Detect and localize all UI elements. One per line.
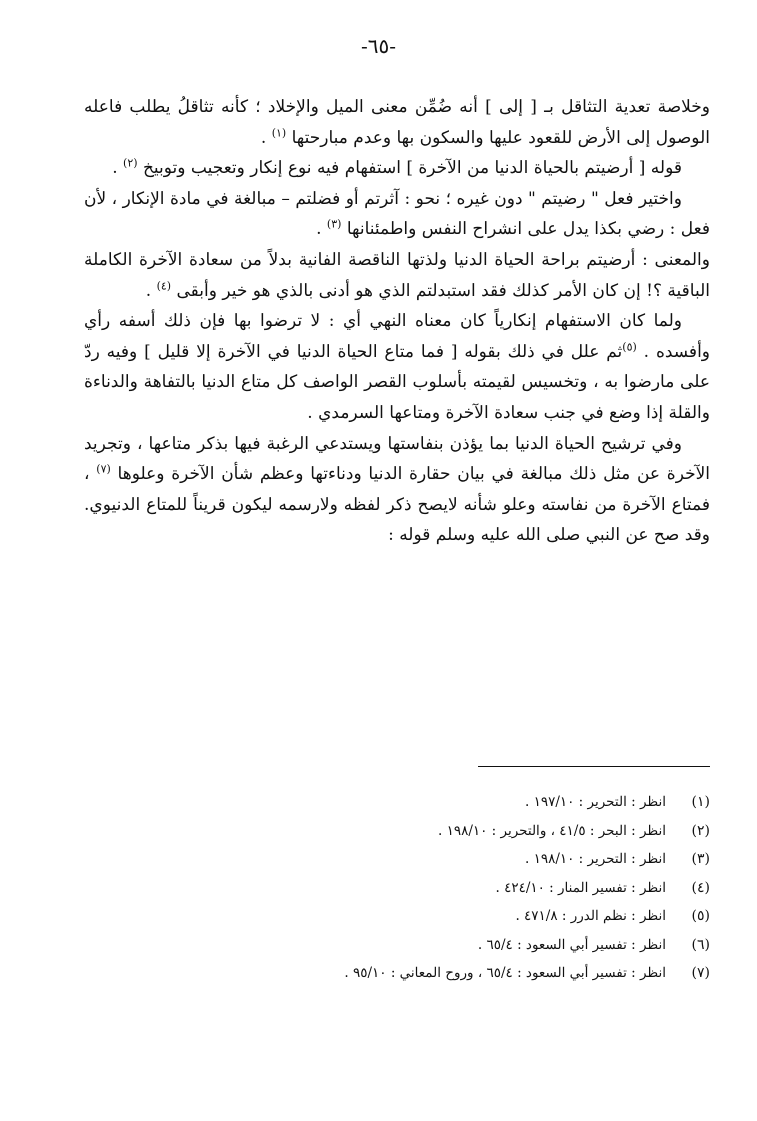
footnote-number: (٥) bbox=[691, 908, 710, 925]
body-text bbox=[84, 92, 710, 551]
footnote-divider bbox=[478, 766, 710, 767]
paragraph-text: ولما كان الاستفهام إنكارياً كان معناه النهي أي : لا ترضوا بها فإن ذلك أسفه رأي وأفسده . bbox=[84, 311, 710, 362]
footnote-ref: (٥) bbox=[622, 340, 637, 354]
footnote-text: انظر : نظم الدرر : ٤٧١/٨ . bbox=[515, 908, 666, 925]
footnotes bbox=[200, 788, 710, 988]
footnote-item bbox=[200, 874, 710, 903]
footnote-number: (١) bbox=[691, 794, 710, 811]
footnote-ref: (٧) bbox=[96, 462, 111, 476]
paragraph-tail: ، فمتاع الآخرة من نفاسته وعلو شأنه لايصح ذكر لفظه ولارسمه ليكون قريناً للمتاع الدنيوي. وقد صح عن النبي صلى الله عليه وسلم قوله : bbox=[84, 464, 710, 546]
footnote-text: انظر : البحر : ٤١/٥ ، والتحرير : ١٩٨/١٠ . bbox=[437, 822, 666, 839]
footnote-item bbox=[200, 959, 710, 988]
paragraph-text: والمعنى : أرضيتم براحة الحياة الدنيا ولذتها الناقصة الفانية بدلاً من سعادة الآخرة الكاملة الباقية ؟! إن كان الأمر كذلك فقد استبدلتم الذي هو أدنى بالذي هو خير وأبقى bbox=[84, 249, 710, 301]
paragraph-4 bbox=[84, 245, 710, 306]
footnote-ref: (١) bbox=[271, 125, 287, 139]
footnote-text: انظر : تفسير أبي السعود : ٦٥/٤ ، وروح المعاني : ٩٥/١٠ . bbox=[344, 965, 666, 982]
paragraph-2 bbox=[84, 153, 710, 184]
footnote-item bbox=[200, 788, 710, 817]
paragraph-tail: . bbox=[260, 127, 272, 148]
footnote-text: انظر : التحرير : ١٩٨/١٠ . bbox=[524, 851, 666, 868]
paragraph-text: واختير فعل " رضيتم " دون غيره ؛ نحو : آثرتم أو فضلتم – مبالغة في مادة الإنكار ، لأن فعل : رضي بكذا يدل على انشراح النفس واطمئنانها bbox=[84, 188, 710, 240]
paragraph-text: قوله [ أرضيتم بالحياة الدنيا من الآخرة ] استفهام فيه نوع إنكار وتعجيب وتوبيخ bbox=[142, 158, 682, 179]
footnote-item bbox=[200, 817, 710, 846]
footnote-item bbox=[200, 931, 710, 960]
paragraph-tail: ثم علل في ذلك بقوله [ فما متاع الحياة الدنيا في الآخرة إلا قليل ] وفيه ردّ على مارضوا به ، وتخسيس لقيمته بأسلوب القصر الواصف كل متاع الدنيا بالتفاهة والدناءة والقلة إذا وضع في جنب سعادة الآخرة ومتاعها السرمدي . bbox=[84, 341, 710, 423]
paragraph-tail: . bbox=[112, 158, 124, 179]
footnote-item bbox=[200, 902, 710, 931]
paragraph-5 bbox=[84, 306, 710, 428]
paragraph-tail: . bbox=[145, 280, 157, 301]
footnote-ref: (٤) bbox=[156, 278, 172, 292]
paragraph-1 bbox=[84, 92, 710, 153]
footnote-text: انظر : التحرير : ١٩٧/١٠ . bbox=[524, 794, 666, 811]
paragraph-6 bbox=[84, 429, 710, 551]
footnote-text: انظر : تفسير المنار : ٤٢٤/١٠ . bbox=[495, 879, 666, 896]
footnote-number: (٤) bbox=[691, 879, 710, 896]
paragraph-3 bbox=[84, 184, 710, 245]
paragraph-text: وخلاصة تعدية التثاقل بـ [ إلى ] أنه ضُمِّن معنى الميل والإخلاد ؛ كأنه تثاقلُ يطلب فاعله الوصول إلى الأرض للقعود عليها والسكون بها وعدم مبارحتها bbox=[84, 97, 710, 148]
footnote-ref: (٣) bbox=[326, 217, 342, 231]
paragraph-tail: . bbox=[316, 219, 327, 240]
paragraph-text: وفي ترشيح الحياة الدنيا بما يؤذن بنفاستها ويستدعي الرغبة فيها بذكر متاعها ، وتجريد الآخرة عن مثل ذلك مبالغة في بيان حقارة الدنيا ودناءتها وعظم شأن الآخرة وعلوها bbox=[84, 433, 711, 485]
footnote-number: (٦) bbox=[691, 936, 710, 953]
footnote-number: (٣) bbox=[691, 851, 710, 868]
page-number: -٦٥- bbox=[360, 34, 396, 58]
footnote-item bbox=[200, 845, 710, 874]
footnote-text: انظر : تفسير أبي السعود : ٦٥/٤ . bbox=[477, 936, 666, 953]
footnote-number: (٧) bbox=[691, 965, 710, 982]
footnote-ref: (٢) bbox=[123, 156, 138, 170]
footnote-number: (٢) bbox=[691, 822, 710, 839]
